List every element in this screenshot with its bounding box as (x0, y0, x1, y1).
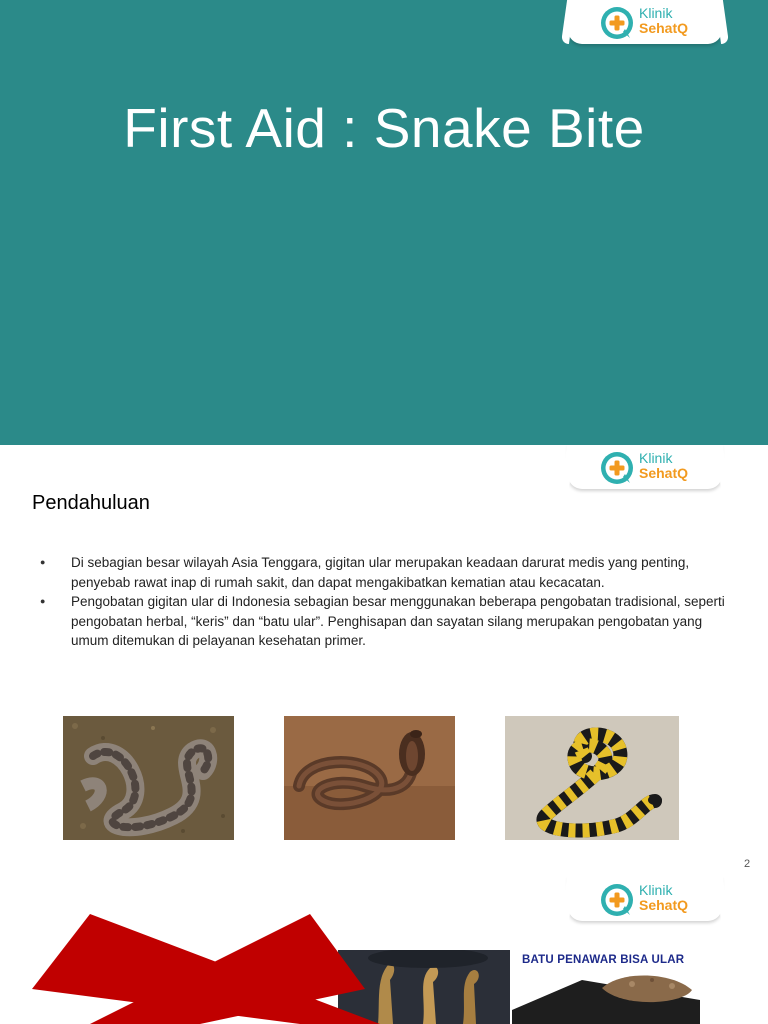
bullet-item: ● Pengobatan gigitan ular di Indonesia sebagian besar menggunakan beberapa pengobatan tradisional, seperti pengobatan herbal, “keris” dan “batu ular”. Penghisapan dan sayatan silang merupakan pengobatan yang umum ditemukan di pelayanan kesehatan primer. (40, 592, 730, 651)
brand-line-1: Klinik (639, 882, 673, 898)
brand-line-2: SehatQ (639, 897, 689, 913)
brand-logo (568, 445, 722, 489)
slide-title: First Aid : Snake Bite (123, 97, 645, 159)
batu-caption: BATU PENAWAR BISA ULAR (522, 954, 685, 966)
banded-krait-photo (505, 716, 679, 840)
brand-line-2: SehatQ (639, 20, 689, 36)
bullet-list (40, 553, 730, 651)
cobra-photo (284, 716, 455, 840)
brand-line-2: SehatQ (639, 465, 689, 481)
viper-photo (63, 716, 234, 840)
brand-logo (568, 877, 722, 921)
sehatq-logo-icon (599, 5, 635, 41)
section-heading: Pendahuluan (32, 492, 150, 514)
batu-ular-photo (512, 950, 700, 1024)
bullet-item: ● Di sebagian besar wilayah Asia Tenggara, gigitan ular merupakan keadaan darurat medis yang penting, penyebab rawat inap di rumah sakit, dan dapat mengakibatkan kematian atau kecacatan. (40, 553, 730, 592)
brand-line-1: Klinik (639, 450, 673, 466)
brand-logo (568, 0, 722, 44)
title-slide (0, 0, 768, 445)
page-number: 2 (744, 858, 751, 870)
sehatq-logo-icon (599, 450, 635, 486)
sehatq-logo-icon (599, 882, 635, 918)
red-cross-mark (0, 877, 380, 1024)
traditional-treatment-slide (0, 877, 768, 1024)
brand-line-1: Klinik (639, 5, 673, 21)
intro-slide (0, 445, 768, 877)
